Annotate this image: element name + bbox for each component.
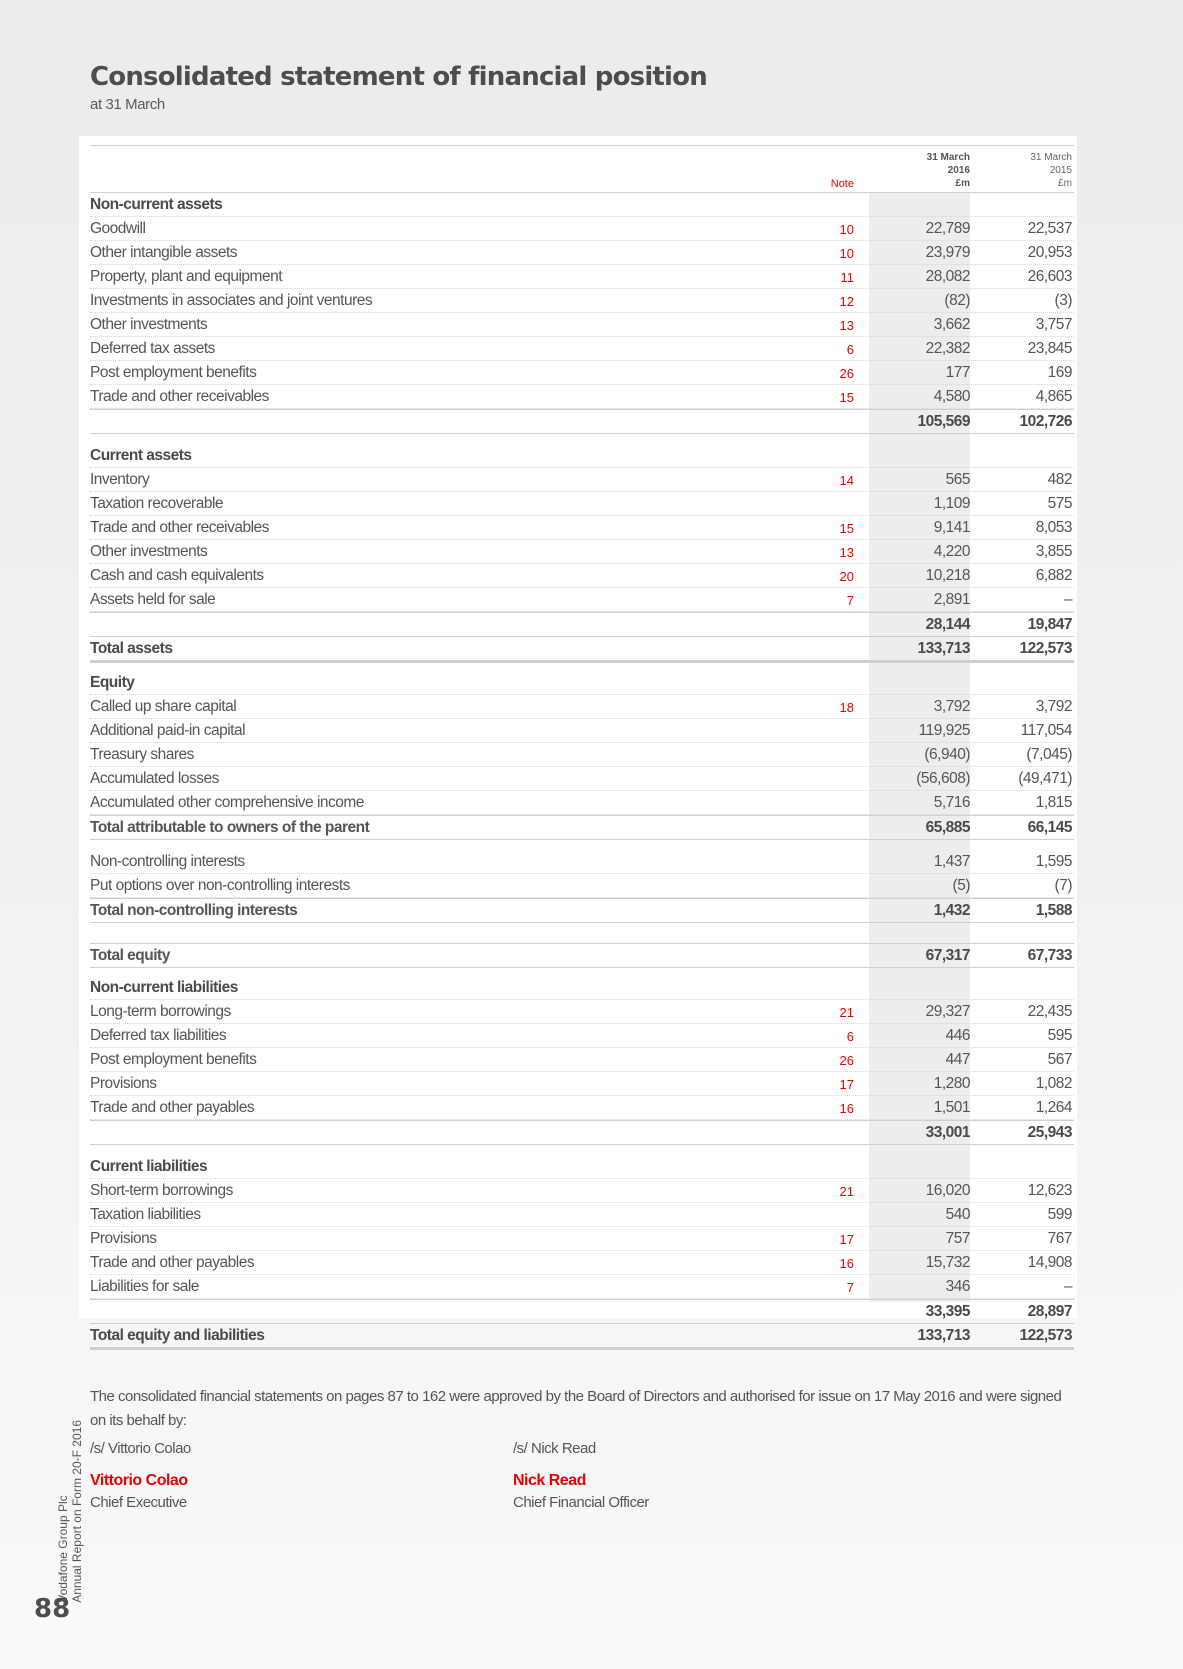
table-row (90, 1227, 1074, 1251)
row-label: Total non-controlling interests (90, 902, 298, 919)
note-ref: 12 (839, 294, 854, 309)
value-2015: 599 (1047, 1206, 1072, 1223)
value-2015: 3,855 (1035, 543, 1072, 560)
spacer (90, 968, 1074, 976)
value-2016: 22,789 (925, 220, 970, 237)
row-label: Other investments (90, 543, 208, 560)
value-2016: 65,885 (925, 819, 970, 836)
note-ref: 7 (846, 1280, 854, 1295)
note-ref: 6 (846, 342, 854, 357)
note-ref: 17 (839, 1232, 854, 1247)
value-2016: 16,020 (925, 1182, 970, 1199)
table-row (90, 516, 1074, 540)
note-ref: 15 (839, 390, 854, 405)
value-2016: 33,395 (925, 1303, 970, 1320)
row-label: Current liabilities (90, 1158, 208, 1175)
table-row (90, 1072, 1074, 1096)
value-2016: 177 (945, 364, 970, 381)
value-2016: 346 (945, 1278, 970, 1295)
approval-statement: The consolidated financial statements on pages 87 to 162 were approved by the Board of Directors and authorised for issue on 17 May 2016 and were signed on its behalf by: (90, 1388, 1062, 1429)
row-label: Taxation recoverable (90, 495, 224, 512)
note-ref: 7 (846, 593, 854, 608)
row-label: Property, plant and equipment (90, 268, 283, 285)
value-2015: 1,082 (1035, 1075, 1072, 1092)
table-body (90, 193, 1074, 1350)
spacer (90, 840, 1074, 850)
section-heading (90, 193, 1074, 217)
column-header-2016: 31 March 2016 £m (926, 152, 970, 189)
spacer (90, 923, 1074, 943)
table-row (90, 1096, 1074, 1120)
row-label: Trade and other receivables (90, 519, 269, 536)
table-row (90, 217, 1074, 241)
value-2016: 119,925 (918, 722, 970, 739)
value-2016: 28,144 (925, 616, 970, 633)
table-row (90, 361, 1074, 385)
value-2016: 9,141 (933, 519, 970, 536)
row-label: Total equity (90, 947, 170, 964)
value-2015: 117,054 (1020, 722, 1072, 739)
signatory-name-ceo: Vittorio Colao (90, 1472, 188, 1489)
value-2016: 5,716 (933, 794, 970, 811)
row-label: Treasury shares (90, 746, 194, 763)
row-label: Trade and other payables (90, 1254, 255, 1271)
row-label: Cash and cash equivalents (90, 567, 264, 584)
table-row (90, 1048, 1074, 1072)
value-2015: – (1063, 591, 1072, 608)
signature-cfo: /s/ Nick Read (513, 1440, 596, 1457)
row-label: Assets held for sale (90, 591, 216, 608)
value-2015: 67,733 (1027, 947, 1072, 964)
total-row (90, 612, 1074, 637)
note-ref: 17 (839, 1077, 854, 1092)
row-label: Investments in associates and joint ventures (90, 292, 373, 309)
row-label: Total assets (90, 640, 173, 657)
value-2015: 4,865 (1035, 388, 1072, 405)
row-label: Long-term borrowings (90, 1003, 231, 1020)
note-ref: 20 (839, 569, 854, 584)
value-2015: 23,845 (1027, 340, 1072, 357)
total-row (90, 409, 1074, 434)
value-2015: (7) (1054, 877, 1072, 894)
value-2016: 1,109 (933, 495, 970, 512)
note-ref: 16 (839, 1256, 854, 1271)
signatory-role-cfo: Chief Financial Officer (513, 1494, 649, 1511)
value-2016: 540 (945, 1206, 970, 1223)
total-row (90, 1324, 1074, 1350)
row-label: Current assets (90, 447, 192, 464)
value-2015: 767 (1047, 1230, 1072, 1247)
note-column-header: Note (830, 178, 854, 190)
note-ref: 26 (839, 1053, 854, 1068)
table-row (90, 1000, 1074, 1024)
value-2015: 22,435 (1027, 1003, 1072, 1020)
table-row (90, 695, 1074, 719)
note-ref: 13 (839, 318, 854, 333)
value-2015: 6,882 (1035, 567, 1072, 584)
total-row (90, 637, 1074, 663)
table-row (90, 564, 1074, 588)
table-row (90, 791, 1074, 815)
value-2016: 565 (945, 471, 970, 488)
value-2015: 575 (1047, 495, 1072, 512)
value-2015: 3,757 (1035, 316, 1072, 333)
table-row (90, 492, 1074, 516)
row-label: Non-current assets (90, 196, 223, 213)
row-label: Called up share capital (90, 698, 237, 715)
section-heading (90, 976, 1074, 1000)
value-2016: 3,792 (933, 698, 970, 715)
value-2016: 4,580 (933, 388, 970, 405)
value-2015: 12,623 (1027, 1182, 1072, 1199)
page-number: 88 (34, 1594, 71, 1624)
value-2015: 169 (1047, 364, 1072, 381)
value-2015: 122,573 (1019, 640, 1072, 657)
value-2016: 23,979 (925, 244, 970, 261)
statement-panel (79, 136, 1077, 1344)
value-2016: 1,432 (933, 902, 970, 919)
spacer (90, 434, 1074, 444)
value-2015: 3,792 (1035, 698, 1072, 715)
row-label: Non-controlling interests (90, 853, 245, 870)
row-label: Accumulated losses (90, 770, 219, 787)
value-2015: 22,537 (1027, 220, 1072, 237)
note-ref: 10 (839, 222, 854, 237)
value-2016: 105,569 (917, 413, 970, 430)
value-2016: 4,220 (933, 543, 970, 560)
value-2015: 20,953 (1027, 244, 1072, 261)
table-row (90, 1275, 1074, 1299)
table-row (90, 289, 1074, 313)
table-row (90, 767, 1074, 791)
row-label: Trade and other receivables (90, 388, 269, 405)
table-row (90, 850, 1074, 874)
note-ref: 18 (839, 700, 854, 715)
signatory-role-ceo: Chief Executive (90, 1494, 187, 1511)
row-label: Taxation liabilities (90, 1206, 201, 1223)
table-row (90, 540, 1074, 564)
value-2015: 1,264 (1035, 1099, 1072, 1116)
value-2016: 15,732 (925, 1254, 970, 1271)
value-2016: 1,501 (933, 1099, 970, 1116)
value-2016: 133,713 (917, 640, 970, 657)
value-2015: (49,471) (1018, 770, 1072, 787)
value-2016: 447 (945, 1051, 970, 1068)
table-row (90, 468, 1074, 492)
note-ref: 10 (839, 246, 854, 261)
table-row (90, 874, 1074, 898)
value-2015: 102,726 (1019, 413, 1072, 430)
row-label: Post employment benefits (90, 1051, 257, 1068)
table-row (90, 1024, 1074, 1048)
column-header-2015: 31 March 2015 £m (1030, 152, 1072, 189)
value-2015: 28,897 (1027, 1303, 1072, 1320)
row-label: Total attributable to owners of the parent (90, 819, 370, 836)
note-ref: 16 (839, 1101, 854, 1116)
value-2016: (82) (944, 292, 970, 309)
page-subtitle: at 31 March (90, 96, 165, 113)
value-2016: 446 (945, 1027, 970, 1044)
row-label: Put options over non-controlling interests (90, 877, 350, 894)
row-label: Deferred tax assets (90, 340, 215, 357)
note-ref: 11 (840, 270, 854, 285)
table-row (90, 719, 1074, 743)
row-label: Liabilities for sale (90, 1278, 199, 1295)
side-label-company: Vodafone Group Plc (56, 1495, 70, 1603)
value-2015: 567 (1047, 1051, 1072, 1068)
total-row (90, 898, 1074, 923)
value-2015: 19,847 (1027, 616, 1072, 633)
row-label: Equity (90, 674, 135, 691)
note-ref: 14 (839, 473, 854, 488)
table-row (90, 743, 1074, 767)
note-ref: 6 (846, 1029, 854, 1044)
spacer (90, 663, 1074, 671)
side-label-report: Annual Report on Form 20-F 2016 (70, 1420, 84, 1603)
table-row (90, 313, 1074, 337)
financial-position-table (90, 145, 1074, 1350)
value-2016: 67,317 (925, 947, 970, 964)
value-2015: 1,588 (1035, 902, 1072, 919)
value-2015: (3) (1054, 292, 1072, 309)
value-2015: 122,573 (1019, 1327, 1072, 1344)
row-label: Provisions (90, 1230, 157, 1247)
table-row (90, 1251, 1074, 1275)
page-title: Consolidated statement of financial position (90, 62, 707, 92)
value-2015: (7,045) (1026, 746, 1072, 763)
row-label: Other investments (90, 316, 208, 333)
section-heading (90, 671, 1074, 695)
row-label: Accumulated other comprehensive income (90, 794, 364, 811)
total-row (90, 1120, 1074, 1145)
value-2015: 1,595 (1035, 853, 1072, 870)
value-2016: 2,891 (933, 591, 970, 608)
row-label: Non-current liabilities (90, 979, 238, 996)
value-2016: (6,940) (924, 746, 970, 763)
value-2016: 28,082 (925, 268, 970, 285)
note-ref: 21 (839, 1184, 854, 1199)
value-2016: 22,382 (925, 340, 970, 357)
spacer (90, 1145, 1074, 1155)
side-report-label (42, 1420, 102, 1603)
value-2016: 757 (945, 1230, 970, 1247)
note-ref: 13 (839, 545, 854, 560)
note-ref: 15 (839, 521, 854, 536)
value-2015: 14,908 (1027, 1254, 1072, 1271)
value-2016: (56,608) (916, 770, 970, 787)
value-2015: 482 (1047, 471, 1072, 488)
value-2016: (5) (952, 877, 970, 894)
row-label: Post employment benefits (90, 364, 257, 381)
total-row (90, 943, 1074, 968)
signatory-name-cfo: Nick Read (513, 1472, 586, 1489)
value-2015: 8,053 (1035, 519, 1072, 536)
table-row (90, 1179, 1074, 1203)
value-2016: 1,280 (933, 1075, 970, 1092)
section-heading (90, 444, 1074, 468)
total-row (90, 1299, 1074, 1324)
value-2015: 25,943 (1027, 1124, 1072, 1141)
value-2016: 29,327 (925, 1003, 970, 1020)
value-2016: 3,662 (933, 316, 970, 333)
value-2015: 595 (1047, 1027, 1072, 1044)
table-row (90, 385, 1074, 409)
value-2016: 33,001 (925, 1124, 970, 1141)
row-label: Short-term borrowings (90, 1182, 233, 1199)
table-row (90, 337, 1074, 361)
value-2015: 66,145 (1027, 819, 1072, 836)
value-2015: – (1063, 1278, 1072, 1295)
total-row (90, 815, 1074, 840)
note-ref: 26 (839, 366, 854, 381)
row-label: Total equity and liabilities (90, 1327, 265, 1344)
row-label: Trade and other payables (90, 1099, 255, 1116)
row-label: Inventory (90, 471, 150, 488)
table-row (90, 1203, 1074, 1227)
value-2016: 10,218 (925, 567, 970, 584)
value-2015: 26,603 (1027, 268, 1072, 285)
note-ref: 21 (839, 1005, 854, 1020)
value-2016: 1,437 (933, 853, 970, 870)
value-2016: 133,713 (917, 1327, 970, 1344)
row-label: Additional paid-in capital (90, 722, 246, 739)
row-label: Deferred tax liabilities (90, 1027, 227, 1044)
table-row (90, 265, 1074, 289)
row-label: Goodwill (90, 220, 146, 237)
table-row (90, 241, 1074, 265)
table-header (90, 145, 1074, 193)
section-heading (90, 1155, 1074, 1179)
row-label: Provisions (90, 1075, 157, 1092)
value-2015: 1,815 (1035, 794, 1072, 811)
signature-ceo: /s/ Vittorio Colao (90, 1440, 191, 1457)
table-row (90, 588, 1074, 612)
row-label: Other intangible assets (90, 244, 238, 261)
